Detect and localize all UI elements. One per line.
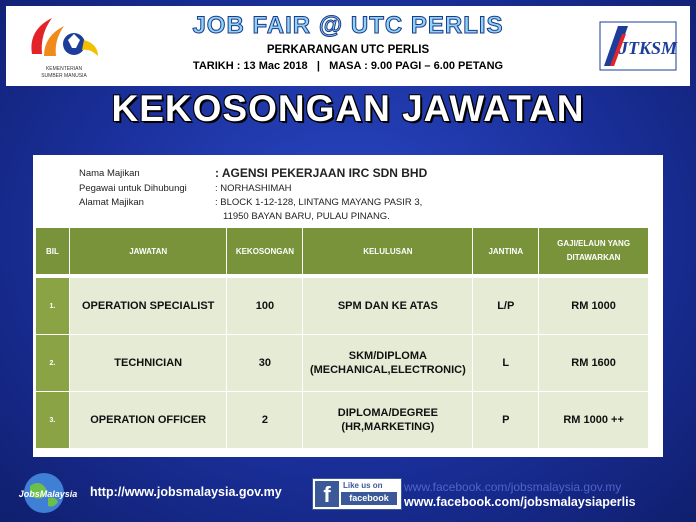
cell-bil: 3. <box>36 392 70 449</box>
cell-jawatan: OPERATION SPECIALIST <box>69 278 227 335</box>
cell-jawatan: TECHNICIAN <box>69 335 227 392</box>
logo-text-1: KEMENTERIAN <box>45 66 83 72</box>
cell-kekosongan: 30 <box>227 335 303 392</box>
website-link[interactable]: http://www.jobsmalaysia.gov.my <box>90 485 282 499</box>
facebook-link[interactable]: www.facebook.com/jobsmalaysiaperlis <box>404 495 636 509</box>
header-jantina: JANTINA <box>473 228 539 275</box>
job-fair-place: PERKARANGAN UTC PERLIS <box>266 44 430 56</box>
facebook-f-icon: f <box>315 481 339 507</box>
cell-jantina: P <box>473 392 539 449</box>
table-row <box>36 278 649 335</box>
cell-gaji: RM 1000 <box>539 278 649 335</box>
vacancy-banner: KEKOSONGAN JAWATAN <box>111 88 585 129</box>
job-fair-date: TARIKH : 13 Mac 2018 | MASA : 9.00 PAGI – 6.00 PETANG <box>192 60 504 72</box>
cell-jawatan: OPERATION OFFICER <box>69 392 227 449</box>
table-row <box>36 392 649 449</box>
jtksm-logo-icon <box>598 16 678 76</box>
employer-name-label: Nama Majikan <box>79 168 140 179</box>
cell-kelulusan: SPM DAN KE ATAS <box>303 278 473 335</box>
cell-bil: 1. <box>36 278 70 335</box>
fb-like-text: Like us on <box>343 481 383 490</box>
job-fair-title: JOB FAIR @ UTC PERLIS <box>192 12 504 39</box>
jtksm-text: JTKSM <box>618 38 678 58</box>
employer-name-value: : AGENSI PEKERJAAN IRC SDN BHD <box>215 166 428 180</box>
address-value-1: : BLOCK 1-12-128, LINTANG MAYANG PASIR 3, <box>215 197 423 208</box>
logo-text-2: SUMBER MANUSIA <box>41 73 87 79</box>
header <box>6 6 690 86</box>
facebook-link-ghost[interactable]: www.facebook.com/jobsmalaysia.gov.my <box>404 480 622 494</box>
address-label: Alamat Majikan <box>79 197 144 208</box>
cell-kekosongan: 2 <box>227 392 303 449</box>
table-header-row <box>36 228 649 275</box>
cell-kekosongan: 100 <box>227 278 303 335</box>
jobsmalaysia-globe-icon[interactable] <box>14 470 82 516</box>
cell-kelulusan: SKM/DIPLOMA (MECHANICAL,ELECTRONIC) <box>303 335 473 392</box>
address-value-2: 11950 BAYAN BARU, PULAU PINANG. <box>223 211 390 222</box>
cell-gaji: RM 1600 <box>539 335 649 392</box>
header-gaji: GAJI/ELAUN YANG DITAWARKAN <box>539 228 649 275</box>
facebook-like-badge[interactable] <box>312 478 402 510</box>
footer-logo-text: JobsMalaysia <box>18 489 78 499</box>
cell-bil: 2. <box>36 335 70 392</box>
table-row <box>36 335 649 392</box>
header-kelulusan: KELULUSAN <box>303 228 473 275</box>
cell-jantina: L <box>473 335 539 392</box>
header-bil: BIL <box>36 228 70 275</box>
cell-gaji: RM 1000 ++ <box>539 392 649 449</box>
fb-word: facebook <box>341 492 397 505</box>
header-jawatan: JAWATAN <box>69 228 227 275</box>
cell-jantina: L/P <box>473 278 539 335</box>
vacancy-table <box>35 227 649 449</box>
header-kekosongan: KEKOSONGAN <box>227 228 303 275</box>
cell-kelulusan: DIPLOMA/DEGREE (HR,MARKETING) <box>303 392 473 449</box>
contact-value: : NORHASHIMAH <box>215 183 292 194</box>
vacancy-card <box>33 155 663 457</box>
contact-label: Pegawai untuk Dihubungi <box>79 183 187 194</box>
